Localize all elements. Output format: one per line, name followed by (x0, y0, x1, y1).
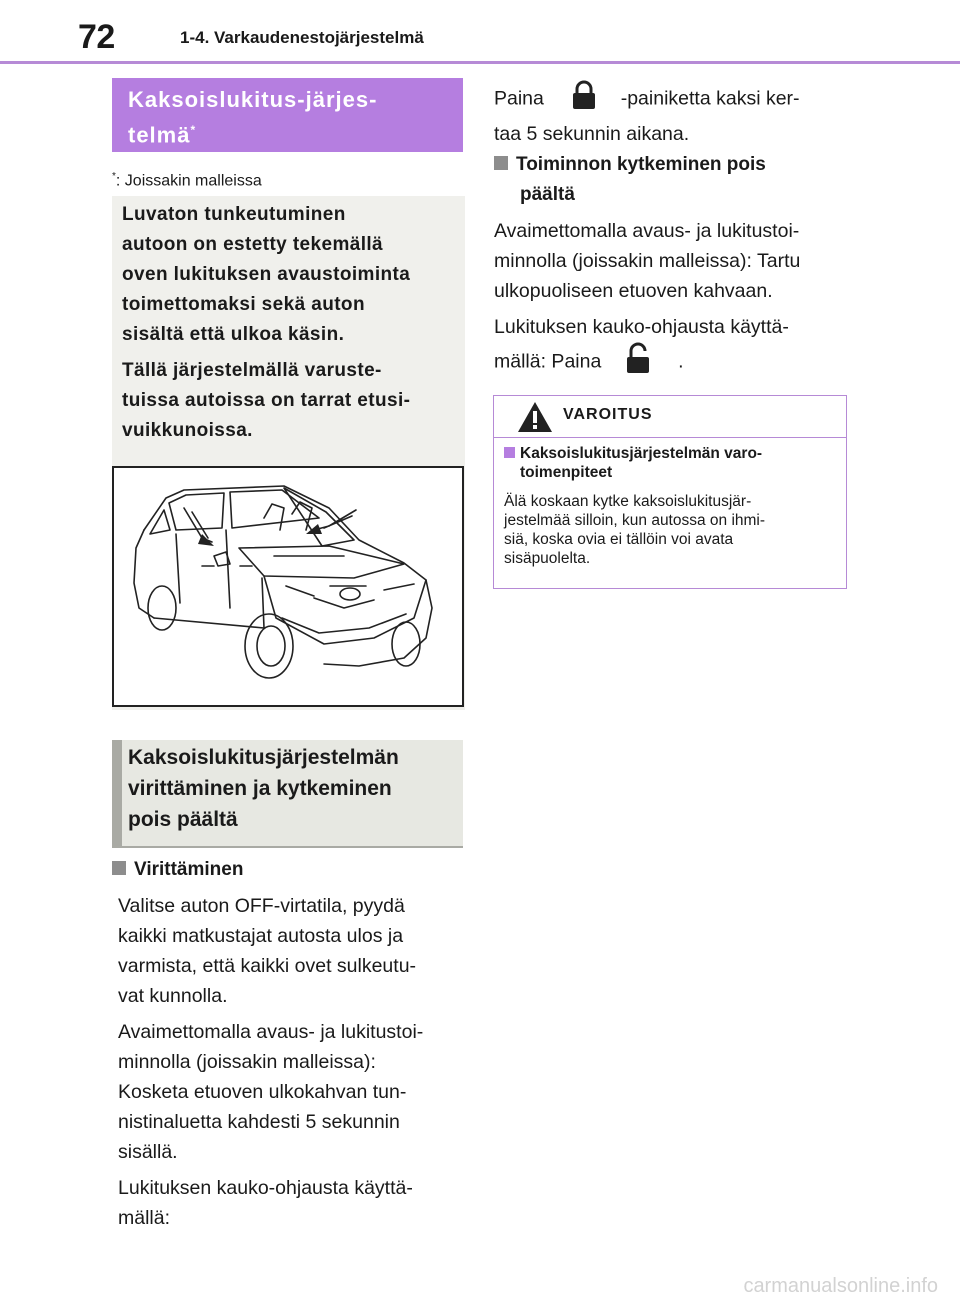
warning-heading (504, 444, 834, 482)
warning-heading-line: toimenpiteet (520, 464, 613, 481)
warning-text (504, 492, 834, 568)
subsection-title-box (112, 740, 463, 848)
header-rule (0, 61, 960, 64)
unlock-icon (625, 342, 651, 383)
bullet-square-icon (494, 156, 508, 170)
watermark: carmanualsonline.info (743, 1275, 938, 1297)
footnote-text: : Joissakin malleissa (115, 172, 262, 190)
warning-text-line: Älä koskaan kytke kaksoislukitusjär- (504, 493, 752, 510)
body-line: minnolla (joissakin malleissa): Tartu (494, 250, 801, 272)
footnote (112, 171, 262, 190)
section-title (128, 84, 453, 150)
disarm-paragraph-1 (494, 216, 854, 306)
arming-paragraph-1 (118, 891, 468, 1011)
body-line: mällä: Paina (494, 350, 602, 373)
intro-line: vuikkunoissa. (122, 420, 253, 441)
body-line: Avaimettomalla avaus- ja lukitustoi- (118, 1021, 424, 1043)
intro-text (122, 200, 452, 452)
body-line: vat kunnolla. (118, 985, 228, 1007)
right-body-top (494, 80, 854, 155)
disarm-paragraph-2 (494, 312, 854, 383)
intro-line: Luvaton tunkeutuminen (122, 204, 346, 225)
warning-body (504, 444, 834, 578)
body-line: ulkopuoliseen etuoven kahvaan. (494, 280, 773, 302)
lock-icon (571, 80, 597, 119)
arming-paragraph-3 (118, 1173, 468, 1233)
intro-line: sisältä että ulkoa käsin. (122, 324, 345, 345)
heading-disarming-text: päältä (520, 184, 575, 205)
section-header: 1-4. Varkaudenestojärjestelmä (180, 28, 424, 47)
footnote-asterisk: * (112, 171, 116, 182)
intro-line: oven lukituksen avaustoiminta (122, 264, 411, 285)
suv-line-drawing (114, 468, 462, 705)
body-text: -painiketta kaksi ker- (620, 87, 800, 110)
body-line: . (678, 350, 684, 373)
warning-header (494, 396, 846, 438)
body-text: taa 5 sekunnin aikana. (494, 123, 690, 145)
intro-paragraph-2 (122, 356, 452, 446)
bullet-square-icon (112, 861, 126, 875)
heading-disarming (494, 150, 854, 210)
page-number: 72 (78, 18, 115, 56)
intro-line: Tällä järjestelmällä varuste- (122, 360, 382, 381)
body-line: Lukituksen kauko-ohjausta käyttä- (118, 1177, 413, 1199)
section-title-line2: telmä (128, 122, 191, 148)
left-body (118, 891, 468, 1239)
body-line: kaikki matkustajat autosta ulos ja (118, 925, 404, 947)
warning-text-line: jestelmää silloin, kun autossa on ihmi- (504, 512, 766, 529)
arming-paragraph-2 (118, 1017, 468, 1167)
section-title-box (112, 78, 463, 152)
warning-triangle-icon (516, 400, 554, 439)
heading-arming (112, 855, 243, 885)
subsection-title-line: Kaksoislukitusjärjestelmän (128, 746, 399, 769)
intro-box (112, 196, 465, 710)
section-title-line1: Kaksoislukitus-järjes- (128, 87, 378, 112)
intro-line: autoon on estetty tekemällä (122, 234, 384, 255)
intro-line: tuissa autoissa on tarrat etusi- (122, 390, 411, 411)
subsection-title (128, 742, 458, 835)
intro-paragraph-1 (122, 200, 452, 350)
warning-text-line: sisäpuolelta. (504, 550, 591, 567)
press-lock-paragraph (494, 80, 854, 149)
warning-heading-line: Kaksoislukitusjärjestelmän varo- (520, 445, 763, 462)
body-line: nistinaluetta kahdesti 5 sekunnin (118, 1111, 400, 1133)
body-line: Lukituksen kauko-ohjausta käyttä- (494, 316, 789, 338)
body-line: sisällä. (118, 1141, 178, 1163)
body-line: varmista, että kaikki ovet sulkeutu- (118, 955, 417, 977)
heading-arming-text: Virittäminen (134, 859, 244, 880)
body-line: Valitse auton OFF-virtatila, pyydä (118, 895, 405, 917)
intro-line: toimettomaksi sekä auton (122, 294, 365, 315)
warning-text-line: siä, koska ovia ei tällöin voi avata (504, 531, 734, 548)
asterisk-mark: * (190, 123, 197, 137)
heading-disarming-text: Toiminnon kytkeminen pois (516, 154, 766, 175)
car-illustration (112, 466, 464, 707)
body-line: Avaimettomalla avaus- ja lukitustoi- (494, 220, 800, 242)
body-line: mällä: (118, 1207, 171, 1229)
subsection-title-line: virittäminen ja kytkeminen (128, 777, 392, 800)
bullet-square-icon (504, 447, 515, 458)
right-body (494, 216, 854, 389)
warning-box (493, 395, 847, 589)
body-line: minnolla (joissakin malleissa): (118, 1051, 376, 1073)
body-text: Paina (494, 87, 544, 110)
body-line: Kosketa etuoven ulkokahvan tun- (118, 1081, 407, 1103)
warning-label: VAROITUS (563, 406, 653, 423)
subsection-title-line: pois päältä (128, 808, 238, 831)
